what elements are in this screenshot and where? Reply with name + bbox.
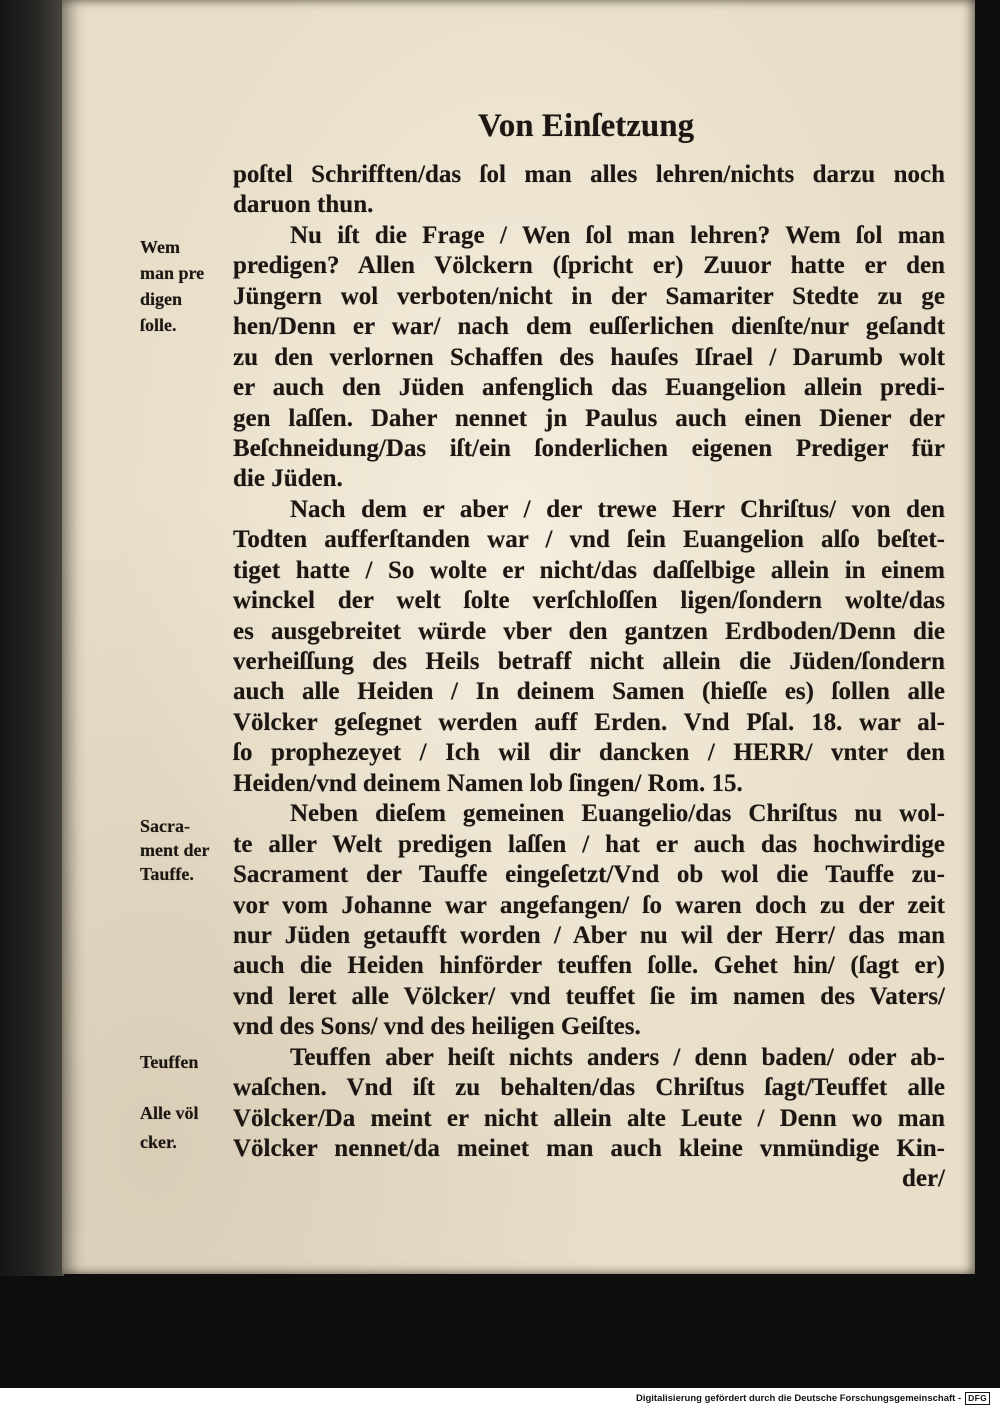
body-line: Nach dem er aber / der trewe Herr Chriſtus/ von den	[290, 495, 945, 523]
marginal-note-line: ment der	[140, 840, 210, 860]
body-line: die Jüden.	[233, 465, 343, 493]
body-line: nur Jüden getaufft worden / Aber nu wil der Herr/ das man	[233, 921, 945, 949]
marginal-note-line: Wem	[140, 237, 180, 257]
body-line: verheiſſung des Heils betraff nicht allein die Jüden/ſondern	[233, 648, 945, 675]
body-line: gen laſſen. Daher nennet jn Paulus auch einen Diener der	[233, 404, 945, 432]
body-line: vnd des Sons/ vnd des heiligen Geiſtes.	[233, 1013, 641, 1041]
body-line: auch die Heiden hinförder teuffen ſolle. Gehet hin/ (ſagt er)	[233, 952, 945, 980]
digitization-credit-bar	[0, 1388, 1000, 1409]
body-line: tiget hatte / So wolte er nicht/das daſſelbige allein in einem	[233, 556, 945, 584]
body-lines	[233, 160, 945, 1164]
body-line: es ausgebreitet würde vber den gantzen Erdboden/Denn die	[233, 617, 945, 645]
body-line: waſchen. Vnd iſt zu behalten/das Chriſtus ſagt/Teuffet alle	[233, 1074, 945, 1102]
body-line: winckel der welt ſolte verſchloſſen ligen/ſondern wolte/das	[233, 587, 945, 615]
body-line: Nu iſt die Frage / Wen ſol man lehren? Wem ſol man	[290, 221, 945, 249]
body-line: Sacrament der Tauffe eingeſetzt/Vnd ob wol die Tauffe zu-	[233, 861, 945, 889]
body-line: Beſchneidung/Das iſt/ein ſonderlichen eigenen Prediger für	[233, 434, 945, 462]
marginal-note	[140, 814, 232, 886]
body-line: predigen? Allen Völckern (ſpricht er) Zuuor hatte er den	[233, 252, 945, 280]
body-line: Neben dieſem gemeinen Euangelio/das Chriſtus nu wol-	[290, 800, 945, 828]
catchword: der/	[901, 1165, 945, 1193]
marginal-note	[140, 1050, 232, 1074]
marginal-note-line: man pre	[140, 263, 205, 283]
funding-credit: Digitalisierung gefördert durch die Deutsche Forschungsgemeinschaft -	[635, 1393, 962, 1404]
marginal-note-line: Sacra-	[140, 816, 190, 836]
running-head: Von Einſetzung	[478, 108, 695, 144]
marginal-note-line: Alle völ	[140, 1103, 199, 1123]
body-line: er auch den Jüden anfenglich das Euangelion allein predi-	[233, 374, 945, 402]
scan-left-edge	[0, 0, 64, 1276]
body-line: Völcker nennet/da meinet man auch kleine vnmündige Kin-	[233, 1135, 945, 1162]
marginal-note-line: digen	[140, 289, 183, 309]
book-page	[62, 0, 975, 1274]
marginal-note	[140, 1099, 232, 1157]
body-line: Heiden/vnd deinem Namen lob ſingen/ Rom. 15.	[233, 769, 743, 797]
body-line: Völcker geſegnet werden auff Erden. Vnd Pſal. 18. war al-	[233, 708, 945, 736]
marginal-note-line: ſolle.	[140, 315, 177, 335]
marginal-note-line: Tauffe.	[140, 864, 194, 884]
marginal-note	[140, 234, 232, 338]
dfg-logo: DFG	[965, 1392, 990, 1405]
body-line: auch alle Heiden / In deinem Samen (hieſſe es) ſollen alle	[233, 678, 945, 706]
body-line: Völcker/Da meint er nicht allein alte Leute / Denn wo man	[233, 1104, 945, 1132]
body-text	[233, 160, 945, 1195]
body-line: te aller Welt predigen laſſen / hat er auch das hochwirdige	[233, 830, 945, 858]
body-line: hen/Denn er war/ nach dem euſſerlichen dienſte/nur geſandt	[233, 313, 945, 341]
body-line: poſtel Schrifften/das ſol man alles lehren/nichts darzu noch	[233, 161, 945, 188]
body-line: vnd leret alle Völcker/ vnd teuffet ſie im namen des Vaters/	[233, 982, 945, 1010]
body-line: Teuffen aber heiſt nichts anders / denn baden/ oder ab-	[290, 1043, 945, 1071]
body-line: zu den verlornen Schaffen des hauſes Iſrael / Darumb wolt	[233, 343, 945, 371]
body-line: Jüngern wol verboten/nicht in der Samariter Stedte zu ge	[233, 282, 945, 310]
marginal-note-line: Teuffen	[140, 1052, 199, 1072]
marginal-note-line: cker.	[140, 1132, 177, 1152]
body-line: Todten aufferſtanden war / vnd ſein Euangelion alſo beſtet-	[233, 526, 945, 554]
body-line: vor vom Johanne war angefangen/ ſo waren doch zu der zeit	[233, 891, 945, 919]
body-line: ſo prophezeyet / Ich wil dir dancken / HERR/ vnter den	[233, 739, 945, 767]
body-line: daruon thun.	[233, 191, 374, 219]
